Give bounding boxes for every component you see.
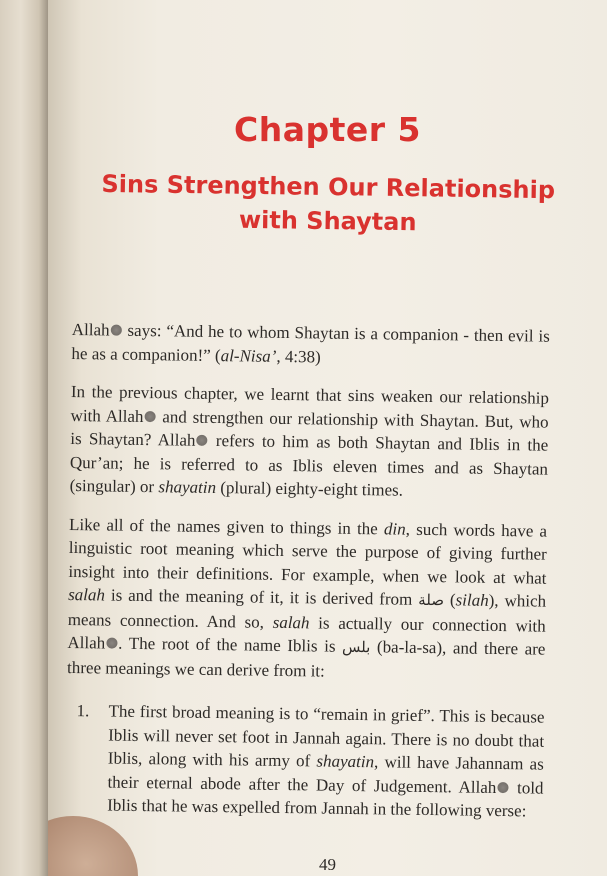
italic-term: silah (455, 590, 489, 610)
thumb-shadow (48, 816, 138, 876)
arabic-word: بلس (341, 637, 371, 657)
text-run: , will have Jahannam as their eternal abode after the Day of Judgement. Allah (107, 752, 544, 797)
text-run: . The root of the name Iblis is (118, 633, 343, 656)
text-run: says: “And he to whom Shaytan is a companion - then evil is he as a companion!” ( (71, 320, 550, 365)
text-run: and strengthen our relationship with Shaytan. But, who is Shaytan? Allah (70, 406, 549, 450)
book-spine (0, 0, 52, 876)
book-page (48, 0, 607, 876)
text-run: Allah (71, 319, 110, 340)
text-run: refers to him as both Shaytan and Iblis in the Qur’an; he is referred to as Iblis eleven times and as Shaytan (singular) or (69, 430, 549, 497)
list-number: 1. (76, 701, 90, 721)
text-run: In the previous chapter, we learnt that sins weaken our relationship with Allah (70, 381, 550, 426)
paragraph-etymology (67, 512, 547, 685)
italic-term: shayatin (158, 477, 217, 498)
text-run: , 4:38) (276, 346, 321, 366)
chapter-title-line2: with Shaytan (238, 205, 417, 237)
arabic-word: صلة (418, 590, 445, 610)
honorific-glyph-icon (144, 411, 155, 422)
italic-term: din (383, 518, 406, 539)
honorific-glyph-icon (196, 435, 207, 446)
chapter-number: Chapter 5 (234, 110, 421, 149)
text-run: , such words have a linguistic root meaning which serve the purpose of giving further insight into their definitions. For example, when we look at what (68, 519, 548, 588)
text-run: The first broad meaning is to “remain in grief”. This is because Iblis will never set foot in Jannah again. There is no doubt that Iblis, along with his army of (107, 701, 545, 771)
italic-term: salah (272, 612, 310, 632)
text-run: (plural) eighty-eight times. (215, 478, 404, 500)
italic-term: shayatin (316, 751, 375, 772)
paragraph-intro (69, 380, 549, 504)
honorific-glyph-icon (106, 638, 117, 649)
text-run: is actually our connection with Allah (67, 612, 546, 653)
paragraph-quote (71, 318, 550, 372)
text-run: Like all of the names given to things in the (68, 514, 385, 538)
honorific-glyph-icon (111, 325, 122, 336)
chapter-title (78, 167, 579, 242)
chapter-title-line1: Sins Strengthen Our Relationship (101, 169, 556, 205)
italic-term: salah (68, 584, 106, 605)
list-item (65, 699, 545, 823)
text-run: told Iblis that he was expelled from Jannah in the following verse: (107, 777, 544, 821)
body-text (65, 318, 550, 823)
quran-reference: al-Nisa’ (220, 345, 277, 366)
text-run: ), which means connection. And so, (67, 590, 547, 632)
honorific-glyph-icon (497, 781, 508, 792)
list-text (107, 700, 545, 824)
text-run: ( (443, 590, 456, 610)
page-number: 49 (319, 855, 336, 874)
text-run: is and the meaning of it, it is derived from (104, 585, 419, 609)
text-run: (ba-la-sa), and there are three meanings we can derive from it: (66, 637, 546, 681)
